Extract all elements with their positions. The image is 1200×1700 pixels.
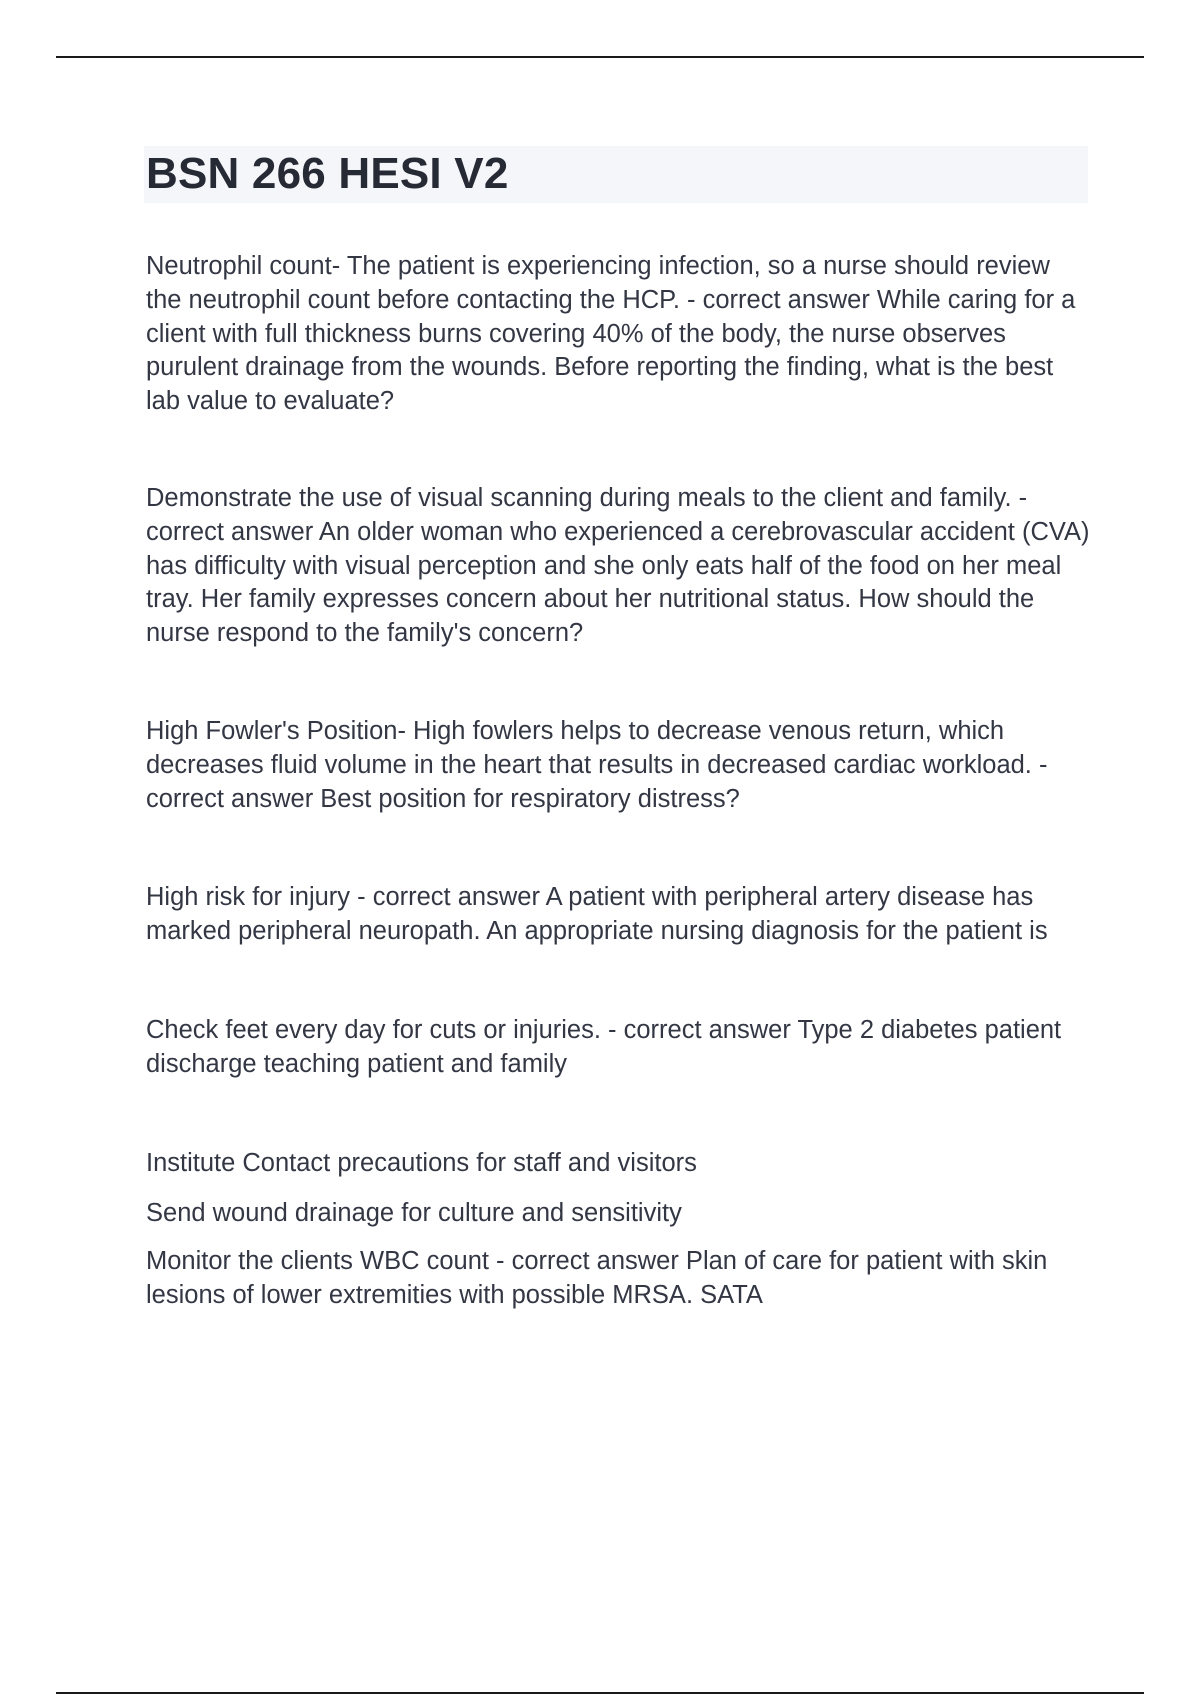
qa-answer-option: Send wound drainage for culture and sensitivity [146,1199,682,1228]
qa-item: High risk for injury - correct answer A patient with peripheral artery disease has marked peripheral neuropath. An appropriate nursing diagnosis for the patient is [146,883,1048,946]
bottom-rule [56,1692,1144,1694]
document-title: BSN 266 HESI V2 [146,149,509,198]
qa-item: Check feet every day for cuts or injuries. - correct answer Type 2 diabetes patient discharge teaching patient and family [146,1015,1062,1078]
qa-item: Neutrophil count- The patient is experiencing infection, so a nurse should review the neutrophil count before contacting the HCP. - correct answer While caring for a client with full thickness burns covering 40% of the body, the nurse observes purulent drainage from the wounds. Before reporting the finding, what is the best lab value to evaluate? [146,252,1076,416]
qa-item-multiline [146,1147,1091,1313]
qa-item: Demonstrate the use of visual scanning during meals to the client and family. - correct answer An older woman who experienced a cerebrovascular accident (CVA) has difficulty with visual perception and she only eats half of the food on her meal tray. Her family expresses concern about her nutritional status. How should the nurse respond to the family's concern? [146,483,1090,648]
qa-item: High Fowler's Position- High fowlers helps to decrease venous return, which decreases fluid volume in the heart that results in decreased cardiac workload. - correct answer Best position for respiratory distress? [146,716,1048,813]
qa-answer-option: Monitor the clients WBC count - correct answer Plan of care for patient with skin lesions of lower extremities with possible MRSA. SATA [146,1247,1048,1309]
top-rule [56,56,1144,58]
qa-answer-option: Institute Contact precautions for staff and visitors [146,1148,697,1177]
document-body [146,250,1091,1313]
